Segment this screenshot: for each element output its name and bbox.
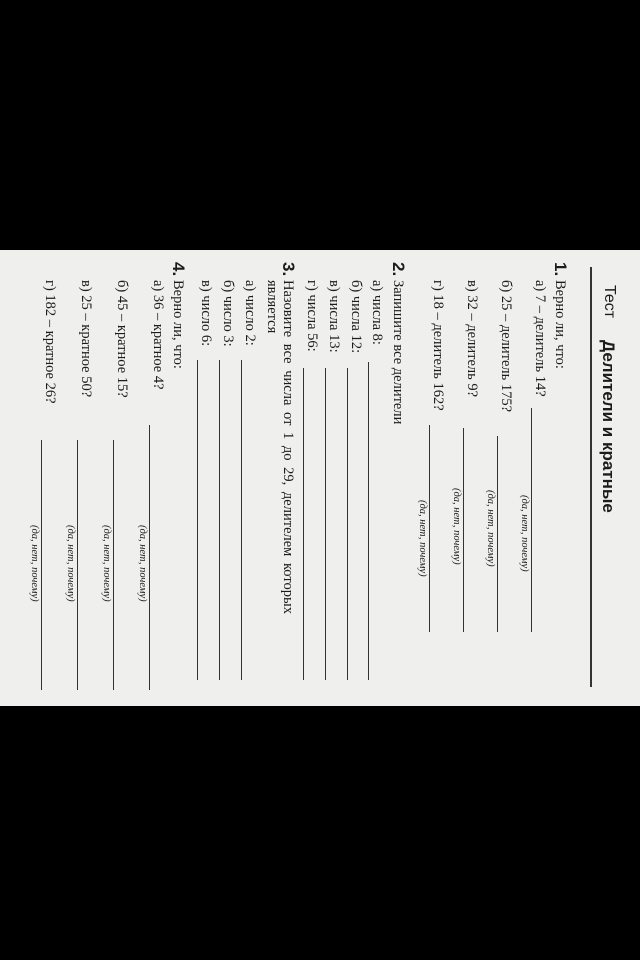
task-4-answer-line-b[interactable] [113, 440, 114, 690]
task-2-item-a: а) числа 8: [369, 280, 385, 345]
task-4-item-a: а) 36 – кратное 4? [150, 280, 166, 390]
test-label: Тест [601, 285, 618, 319]
task-3-answer-line-a[interactable] [241, 360, 242, 680]
task-3-title-line-2: является [264, 280, 280, 334]
task-4-answer-line-d[interactable] [41, 440, 42, 690]
task-1-title: Верно ли, что: [552, 280, 568, 369]
task-1-hint-d: (да, нет, почему) [417, 500, 428, 577]
task-4-item-d: г) 182 – кратное 26? [42, 280, 58, 404]
task-1-item-c: в) 32 – делитель 9? [464, 280, 480, 398]
task-4-answer-line-c[interactable] [77, 440, 78, 690]
task-4-item-b: б) 45 – кратное 15? [114, 280, 130, 398]
task-4-answer-line-a[interactable] [149, 425, 150, 690]
worksheet-photo [0, 250, 640, 706]
task-3-item-b: б) число 3: [220, 280, 236, 347]
task-4-hint-a: (да, нет, почему) [137, 525, 148, 602]
task-3-item-a: а) число 2: [242, 280, 258, 346]
task-1-item-b: б) 25 – делитель 175? [498, 280, 514, 413]
task-2-title: Запишите все делители [390, 280, 406, 425]
task-1-hint-a: (да, нет, почему) [519, 495, 530, 572]
task-4-hint-d: (да, нет, почему) [29, 525, 40, 602]
task-2-item-c: в) числа 13: [326, 280, 342, 353]
task-2-answer-line-c[interactable] [325, 368, 326, 680]
task-1-hint-b: (да, нет, почему) [485, 490, 496, 567]
header-divider [590, 267, 592, 687]
task-1-item-d: г) 18 – делитель 162? [430, 280, 446, 411]
page-title: Делители и кратные [599, 340, 618, 513]
worksheet-page [0, 250, 640, 706]
task-4-item-c: в) 25 – кратное 50? [78, 280, 94, 398]
task-1-item-a: а) 7 – делитель 14? [532, 280, 548, 397]
task-2-answer-line-d[interactable] [303, 368, 304, 680]
task-2-number: 2. [389, 262, 408, 277]
task-2-answer-line-a[interactable] [368, 362, 369, 680]
task-4-hint-b: (да, нет, почему) [101, 525, 112, 602]
task-3-number: 3. [279, 262, 298, 277]
task-1-answer-line-d[interactable] [429, 425, 430, 632]
task-1-hint-c: (да, нет, почему) [451, 488, 462, 565]
task-1-answer-line-a[interactable] [531, 408, 532, 632]
task-3-title-line-1: Назовите все числа от 1 до 29, делителем которых [280, 280, 296, 614]
task-1-answer-line-c[interactable] [463, 428, 464, 632]
task-3-item-c: в) число 6: [198, 280, 214, 347]
task-4-hint-c: (да, нет, почему) [65, 525, 76, 602]
task-1-number: 1. [551, 262, 570, 277]
task-3-answer-line-c[interactable] [197, 360, 198, 680]
task-2-item-b: б) числа 12: [348, 280, 364, 354]
task-1-answer-line-b[interactable] [497, 436, 498, 632]
task-4-number: 4. [169, 262, 188, 277]
task-2-item-d: г) числа 56: [304, 280, 320, 352]
task-4-title: Верно ли, что: [170, 280, 186, 369]
task-3-answer-line-b[interactable] [219, 360, 220, 680]
task-2-answer-line-b[interactable] [347, 368, 348, 680]
